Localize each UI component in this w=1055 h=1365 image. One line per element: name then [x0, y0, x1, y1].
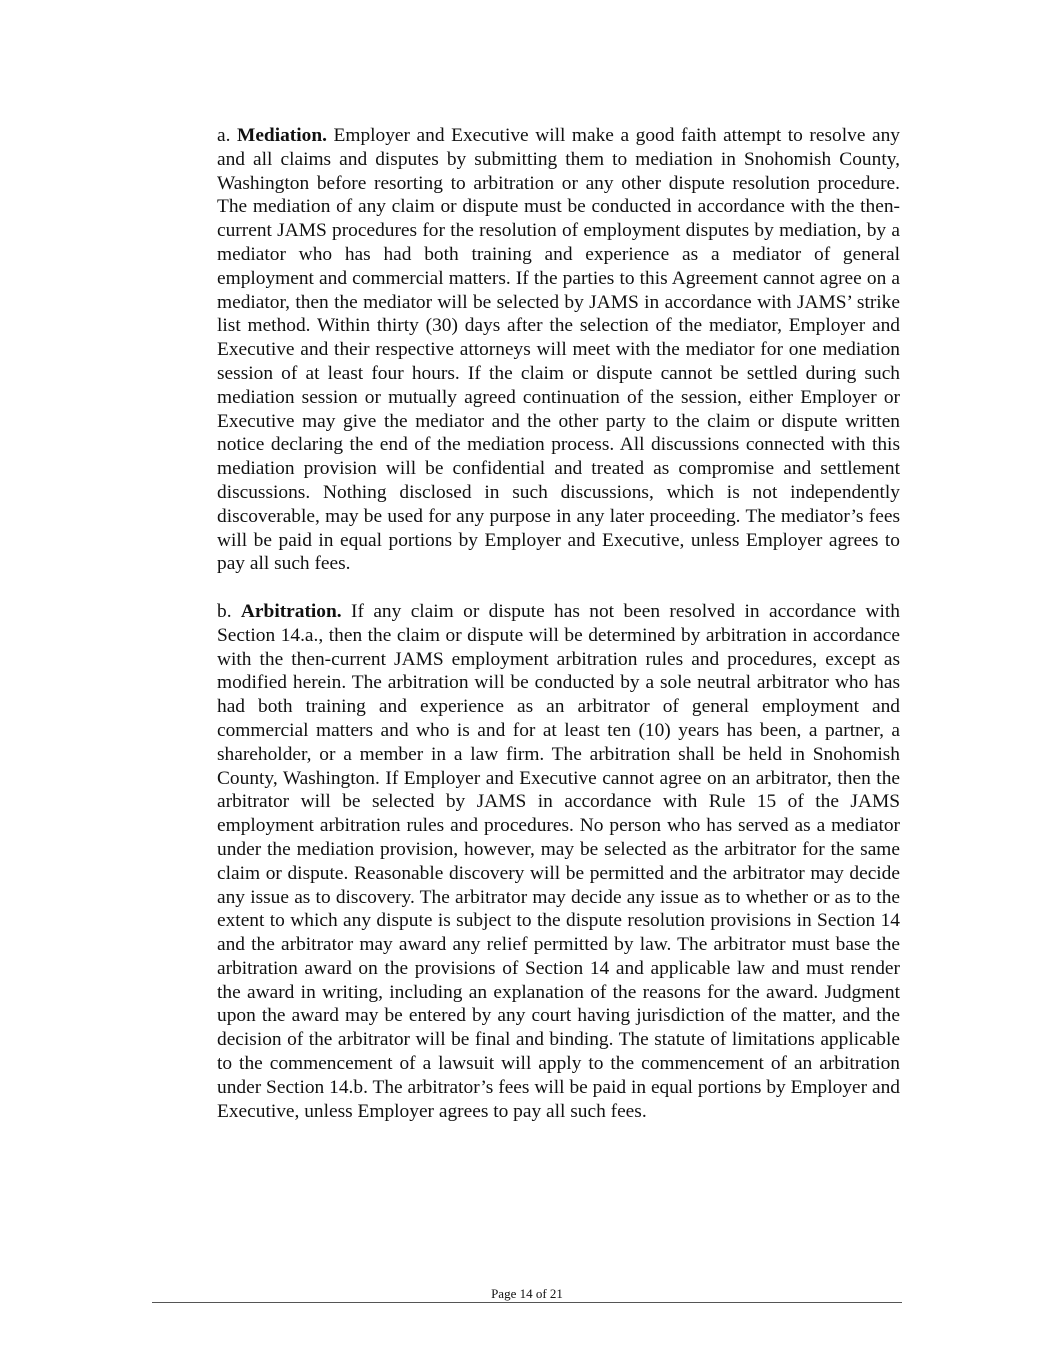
section-text: If any claim or dispute has not been resolved in accordance with Section 14.a., then the claim or dispute will be determined by arbitration in accordance with the then-current JAMS employment arbitration rules and procedures, except as modified herein. The arbitration will be conducted by a sole neutral arbitrator who has had both training and experience as an arbitrator of general employment and commercial matters and who is and for at least ten (10) years has been, a partner, a shareholder, or a member in a law firm. The arbitration shall be held in Snohomish County, Washington. If Employer and Executive cannot agree on an arbitrator, then the arbitrator will be selected by JAMS in accordance with Rule 15 of the JAMS employment arbitration rules and procedures. No person who has served as a mediator under the mediation provision, however, may be selected as the arbitrator for the same claim or dispute. Reasonable discovery will be permitted and the arbitrator may decide any issue as to discovery. The arbitrator may decide any issue as to whether or as to the extent to which any dispute is subject to the dispute resolution provisions in Section 14 and the arbitrator may award any relief permitted by law. The arbitrator must base the arbitration award on the provisions of Section 14 and applicable law and must render the award in writing, including an explanation of the reasons for the award. Judgment upon the award may be entered by any court having jurisdiction of the matter, and the decision of the arbitrator will be final and binding. The statute of limitations applicable to the commencement of a lawsuit will apply to the commencement of an arbitration under Section 14.b. The arbitrator’s fees will be paid in equal portions by Employer and Executive, unless Employer agrees to pay all such fees. — [217, 600, 900, 1122]
section-arbitration — [217, 600, 900, 1124]
section-heading: Mediation. — [237, 125, 327, 146]
section-prefix: a. — [217, 125, 238, 146]
document-body — [217, 124, 900, 1123]
section-prefix: b. — [217, 600, 241, 622]
page-number: Page 14 of 21 — [491, 1286, 563, 1301]
section-text: Employer and Executive will make a good faith attempt to resolve any and all claims and disputes by submitting them to mediation in Snohomish County, Washington before resorting to arbitration or any other dispute resolution procedure. The mediation of any claim or dispute must be conducted in accordance with the then-current JAMS procedures for the resolution of employment disputes by mediation, by a mediator who has had both training and experience as a mediator of general employment and commercial matters. If the parties to this Agreement cannot agree on a mediator, then the mediator will be selected by JAMS in accordance with JAMS’ strike list method. Within thirty (30) days after the selection of the mediator, Employer and Executive and their respective attorneys will meet with the mediator for one mediation session of at least four hours. If the claim or dispute cannot be settled during such mediation session or mutually agreed continuation of the session, either Employer or Executive may give the mediator and the other party to the claim or dispute written notice declaring the end of the mediation process. All discussions connected with this mediation provision will be confidential and treated as compromise and settlement discussions. Nothing disclosed in such discussions, which is not independently discoverable, may be used for any purpose in any later proceeding. The mediator’s fees will be paid in equal portions by Employer and Executive, unless Employer agrees to pay all such fees. — [217, 125, 900, 575]
footer-divider — [152, 1302, 902, 1303]
section-heading: Arbitration. — [240, 600, 342, 622]
section-mediation — [217, 124, 900, 576]
